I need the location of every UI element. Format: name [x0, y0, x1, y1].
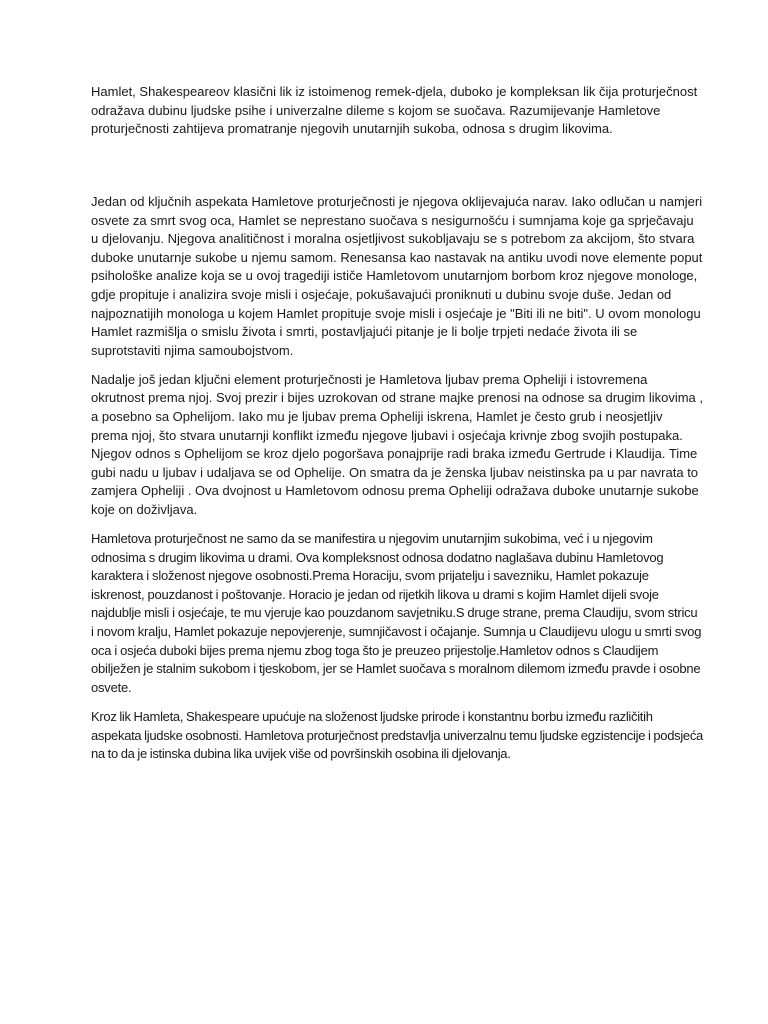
paragraph-conclusion: Kroz lik Hamleta, Shakespeare upućuje na složenost ljudske prirode i konstantnu borbu između različitih aspekata ljudske osobnosti. Hamletova proturječnost predstavlja univerzalnu temu ljudske egzistencije i podsjeća na to da je istinska dubina lika uvijek više od površinskih osobina ili djelovanja. [91, 709, 703, 762]
paragraph-hesitation: Jedan od ključnih aspekata Hamletove proturječnosti je njegova oklijevajuća narav. Iako odlučan u namjeri osvete za smrt svog oca, Hamlet se neprestano suočava s nesigurnošću i sumnjama koje ga sprječavaju u djelovanju. Njegova analitičnost i moralna osjetljivost sukobljavaju se s potrebom za akcijom, što stvara duboke unutarnje sukobe u njemu samom. Renesansa kao nastavak na antiku uvodi nove elemente poput psihološke analize koja se u ovoj tragediji ističe Hamletovom unutarnjom borbom kroz njegove monologe, gdje propituje i analizira svoje misli i osjećaje, pokušavajući proniknuti u dubinu svoje duše. Jedan od najpoznatijih monologa u kojem Hamlet propituje svoje misli i osjećaje je "Biti ili ne biti". U ovom monologu Hamlet razmišlja o smislu života i smrti, postavljajući pitanje je li bolje trpjeti nedaće života ili se suprotstaviti njima samoubojstvom. [91, 194, 703, 358]
conclusion-section [91, 708, 703, 774]
paragraph-ophelia: Nadalje još jedan ključni element proturječnosti je Hamletova ljubav prema Opheliji i istovremena okrutnost prema njoj. Svoj prezir i bijes uzrokovan od strane majke prenosi na odnose sa drugim likovima , a posebno sa Ophelijom. Iako mu je ljubav prema Opheliji iskrena, Hamlet je često grub i neosjetljiv prema njoj, što stvara unutarnji konflikt između njegove ljubavi i osjećaja krivnje zbog svojih postupaka. Njegov odnos s Ophelijom se kroz djelo pogoršava ponajprije radi braka između Gertrude i Klaudija. Time gubi nadu u ljubav i udaljava se od Ophelije. On smatra da je ženska ljubav neistinska pa u par navrata to zamjera Opheliji . Ova dvojnost u Hamletovom odnosu prema Opheliji odražava duboke unutarnje sukobe koje on doživljava. [91, 371, 704, 517]
paragraph-relationships: Hamletova proturječnost ne samo da se manifestira u njegovim unutarnjim sukobima, već i u njegovim odnosima s drugim likovima u drami. Ova kompleksnost odnosa dodatno naglašava dubinu Hamletovog karaktera i složenost njegove osobnosti.Prema Horaciju, svom prijatelju i savezniku, Hamlet pokazuje iskrenost, pouzdanost i poštovanje. Horacio je jedan od rijetkih likova u drami s kojim Hamlet dijeli svoje najdublje misli i osjećaje, te mu vjeruje kao pouzdanom savjetniku.S druge strane, prema Claudiju, svom stricu i novom kralju, Hamlet pokazuje nepovjerenje, sumnjičavost i očajanje. Sumnja u Claudijevu ulogu u smrti svog oca i osjeća duboki bijes prema njemu zbog toga što je preuzeo prijestolje.Hamletov odnos s Claudijem obilježen je stalnim sukobom i tjeskobom, jer se Hamlet suočava s moralnom dilemom između pravde i osobne osvete. [91, 531, 702, 695]
intro-section [91, 83, 703, 149]
body-section [91, 193, 703, 708]
paragraph-intro: Hamlet, Shakespeareov klasični lik iz istoimenog remek-djela, duboko je kompleksan lik čija proturječnost odražava dubinu ljudske psihe i univerzalne dileme s kojom se suočava. Razumijevanje Hamletove proturječnosti zahtijeva promatranje njegovih unutarnjih sukoba, odnosa s drugim likovima. [91, 84, 698, 137]
